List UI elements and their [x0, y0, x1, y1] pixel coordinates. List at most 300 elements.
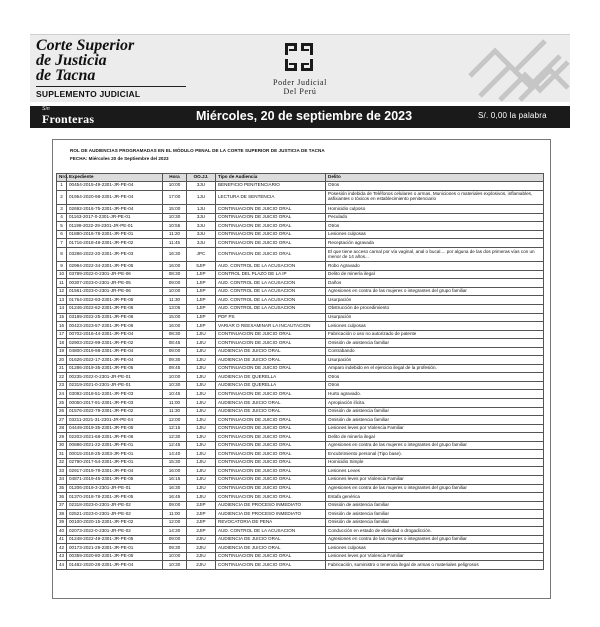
cell-tipo: CONTINUACION DE JUICIO ORAL [216, 330, 326, 339]
cell-ooji: 1JIU [187, 433, 216, 442]
cell-nro: 17 [57, 330, 67, 339]
cell-delito: Peculado [326, 213, 544, 222]
cell-delito: Usurpación [326, 356, 544, 365]
cell-hora: 16:00 [163, 262, 187, 271]
judicial-logo-icon [283, 41, 315, 73]
cell-delito: Usurpación [326, 313, 544, 322]
cell-tipo: AUDIENCIA DE JUICIO ORAL [216, 356, 326, 365]
cell-exp: 01246-2022-62-2301-JR-PE-06 [67, 305, 163, 314]
cell-nro: 38 [57, 510, 67, 519]
table-row [57, 510, 544, 519]
cell-nro: 44 [57, 561, 67, 570]
cell-ooji: 1JIU [187, 441, 216, 450]
cell-delito: Lesiones Leves [326, 467, 544, 476]
cell-delito: Lesiones culposas [326, 230, 544, 239]
cell-tipo: AUD. CONTROL DE LA ACUSACION [216, 287, 326, 296]
cell-hora: 08:30 [163, 270, 187, 279]
cell-tipo: CONTINUACION DE JUICIO ORAL [216, 424, 326, 433]
table-row [57, 390, 544, 399]
cell-nro: 1 [57, 182, 67, 191]
cell-exp: 01576-2022-79-2301-JR-PE-02 [67, 407, 163, 416]
cell-exp: 02790-2017-54-2301-JR-PE-01 [67, 458, 163, 467]
cell-nro: 2 [57, 190, 67, 205]
cell-tipo: CONTINUACION DE JUICIO ORAL [216, 230, 326, 239]
cell-delito: Daños [326, 279, 544, 288]
cell-ooji: 1JIU [187, 458, 216, 467]
cell-ooji: 1JIU [187, 330, 216, 339]
cell-nro: 43 [57, 552, 67, 561]
cell-delito: Contrabando [326, 347, 544, 356]
cell-delito: Lesiones leves por Violencia Familiar [326, 475, 544, 484]
cell-nro: 16 [57, 322, 67, 331]
cell-exp: 02203-2021-68-2301-JR-PE-06 [67, 433, 163, 442]
cell-tipo: CONTINUACION DE JUICIO ORAL [216, 475, 326, 484]
cell-hora: 10:30 [163, 213, 187, 222]
cell-hora: 09:00 [163, 279, 187, 288]
cell-delito: Agresiones en contra de las mujeres o integrantes del grupo familiar [326, 287, 544, 296]
cell-exp: 02917-2019-79-2301-JR-PE-04 [67, 467, 163, 476]
cell-exp: 03092-2018-51-2301-JR-PE-03 [67, 390, 163, 399]
cell-nro: 36 [57, 493, 67, 502]
cell-hora: 11:30 [163, 296, 187, 305]
cell-nro: 40 [57, 527, 67, 536]
table-row [57, 475, 544, 484]
cell-exp: 00359-2020-80-2301-JR-PE-05 [67, 552, 163, 561]
cell-exp: 04449-2019-35-2301-JR-PE-05 [67, 424, 163, 433]
cell-delito: Delito de minería ilegal [326, 433, 544, 442]
table-row [57, 230, 544, 239]
cell-exp: 00173-2021-29-2301-JR-PE-01 [67, 544, 163, 553]
col-header-nro: Nro. [57, 174, 67, 182]
cell-ooji: 1JU [187, 205, 216, 214]
cell-ooji: 2JIP [187, 501, 216, 510]
cell-ooji: 1JIU [187, 390, 216, 399]
cell-ooji: 3JU [187, 230, 216, 239]
cell-delito: Lesiones culposas [326, 322, 544, 331]
cell-exp: 02692-2016-75-2301-JR-PE-04 [67, 205, 163, 214]
decorative-pattern [470, 36, 568, 100]
cell-ooji: 1JIU [187, 399, 216, 408]
cell-hora: 11:20 [163, 230, 187, 239]
cell-hora: 11:00 [163, 510, 187, 519]
cell-exp: 00100-2020-15-2301-JR-PE-02 [67, 518, 163, 527]
cell-hora: 10:00 [163, 373, 187, 382]
cell-tipo: VARIAR O REEXAMINAR LA INCAUTACION [216, 322, 326, 331]
cell-exp: 02073-2022-0-2301-JR-PE-02 [67, 527, 163, 536]
cell-exp: 02903-2022-99-2301-JR-PE-02 [67, 339, 163, 348]
court-name-line-3: de Tacna [36, 67, 96, 84]
cell-ooji: 1JIP [187, 313, 216, 322]
table-row [57, 213, 544, 222]
cell-hora: 10:55 [163, 222, 187, 231]
cell-exp: 01199-2022-29-2301-JR-PE-01 [67, 222, 163, 231]
cell-nro: 24 [57, 390, 67, 399]
cell-nro: 15 [57, 313, 67, 322]
cell-nro: 34 [57, 475, 67, 484]
cell-hora: 12:00 [163, 518, 187, 527]
cell-nro: 10 [57, 270, 67, 279]
cell-nro: 35 [57, 484, 67, 493]
cell-exp: 01206-2019-3-2301-JR-PE-01 [67, 484, 163, 493]
cell-nro: 9 [57, 262, 67, 271]
cell-ooji: 1JIU [187, 493, 216, 502]
cell-tipo: CONTINUACION DE JUICIO ORAL [216, 458, 326, 467]
cell-hora: 16:30 [163, 484, 187, 493]
cell-nro: 39 [57, 518, 67, 527]
cell-tipo: CONTINUACION DE JUICIO ORAL [216, 484, 326, 493]
cell-tipo: AUD. CONTROL DE LA ACUSACION [216, 296, 326, 305]
hearings-table [56, 173, 544, 570]
cell-nro: 42 [57, 544, 67, 553]
cell-hora: 14:30 [163, 527, 187, 536]
cell-nro: 23 [57, 381, 67, 390]
cell-tipo: AUD. CONTROL DE LA ACUSACION [216, 262, 326, 271]
cell-tipo: CONTINUACION DE JUICIO ORAL [216, 433, 326, 442]
court-name-divider [36, 86, 186, 87]
cell-delito: Agresiones en contra de las mujeres o integrantes del grupo familiar [326, 484, 544, 493]
cell-exp: 02318-2023-0-2301-JR-PE-02 [67, 501, 163, 510]
cell-tipo: CONTINUACION DE JUICIO ORAL [216, 552, 326, 561]
table-row [57, 441, 544, 450]
cell-tipo: PDF PS [216, 313, 326, 322]
table-row [57, 279, 544, 288]
table-row [57, 270, 544, 279]
table-row [57, 381, 544, 390]
cell-tipo: CONTINUACION DE JUICIO ORAL [216, 561, 326, 570]
cell-nro: 29 [57, 433, 67, 442]
cell-exp: 01561-2023-0-2301-JR-PE-06 [67, 287, 163, 296]
col-header-ooji: OO.JJ. [187, 174, 216, 182]
cell-tipo: LECTURA DE SENTENCIA [216, 190, 326, 205]
cell-tipo: AUDIENCIA DE JUICIO ORAL [216, 544, 326, 553]
brand-small-text: Sin [42, 106, 50, 112]
cell-hora: 08:45 [163, 339, 187, 348]
table-row [57, 330, 544, 339]
cell-nro: 27 [57, 416, 67, 425]
cell-tipo: AUDIENCIA DE JUICIO ORAL [216, 399, 326, 408]
cell-exp: 00702-2016-44-2301-JR-PE-04 [67, 330, 163, 339]
cell-delito: Omisión de asistencia familiar [326, 518, 544, 527]
cell-exp: 01286-2019-35-2301-JR-PE-05 [67, 364, 163, 373]
document-title: ROL DE AUDIENCIAS PROGRAMADAS EN EL MÓDULO PENAL DE LA CORTE SUPERIOR DE JUSTICIA DE TACNA [70, 148, 325, 153]
cell-ooji: 1JIU [187, 339, 216, 348]
cell-exp: 03211-2021-31-2301-JR-PE-04 [67, 416, 163, 425]
cell-tipo: REVOCATORIA DE PENA [216, 518, 326, 527]
cell-ooji: 1JIP [187, 279, 216, 288]
cell-hora: 09:30 [163, 544, 187, 553]
cell-ooji: 2JIU [187, 561, 216, 570]
cell-nro: 4 [57, 213, 67, 222]
col-header-expediente: Expediente [67, 174, 163, 182]
cell-nro: 21 [57, 364, 67, 373]
table-row [57, 433, 544, 442]
table-row [57, 501, 544, 510]
cell-delito: Omisión de asistencia familiar [326, 501, 544, 510]
table-row [57, 305, 544, 314]
cell-nro: 31 [57, 450, 67, 459]
cell-delito: Otros [326, 222, 544, 231]
cell-hora: 09:00 [163, 501, 187, 510]
cell-hora: 10:30 [163, 381, 187, 390]
cell-ooji: 1JU [187, 190, 216, 205]
cell-hora: 17:00 [163, 190, 187, 205]
cell-delito: Otros [326, 381, 544, 390]
cell-delito: Posesión indebida de Teléfonos celulares o armas, Municiones o materiales explosivos, inflamables, asfixiantes o tóxicos en establecimiento penitenciario [326, 190, 544, 205]
cell-nro: 30 [57, 441, 67, 450]
cell-ooji: 2JIU [187, 535, 216, 544]
cell-tipo: AUD. CONTROL DE LA ACUSACION [216, 279, 326, 288]
cell-hora: 09:30 [163, 356, 187, 365]
cell-hora: 14:40 [163, 450, 187, 459]
brand-logo: Fronteras [42, 112, 95, 126]
cell-ooji: 1JIP [187, 270, 216, 279]
cell-exp: 03286-2022-20-2301-JR-PE-03 [67, 247, 163, 262]
cell-ooji: 1JIU [187, 467, 216, 476]
cell-delito: Otros [326, 373, 544, 382]
price-per-word: S/. 0,00 la palabra [478, 111, 547, 120]
cell-hora: 16:45 [163, 493, 187, 502]
cell-nro: 14 [57, 305, 67, 314]
cell-ooji: 1JIP [187, 322, 216, 331]
court-name-line-1: Corte Superior [36, 37, 135, 54]
document-date: FECHA: Miércoles 20 de Septiembre del 2023 [70, 156, 169, 161]
table-row [57, 222, 544, 231]
table-row [57, 493, 544, 502]
cell-exp: 01764-2022-93-2301-JR-PE-05 [67, 296, 163, 305]
cell-tipo: CONTINUACION DE JUICIO ORAL [216, 339, 326, 348]
cell-delito: Homicidio Simple [326, 458, 544, 467]
cell-ooji: 1JIU [187, 475, 216, 484]
cell-ooji: 1JIU [187, 364, 216, 373]
court-name [36, 38, 134, 83]
cell-nro: 37 [57, 501, 67, 510]
cell-delito: Fabricación o uso no autorizado de patente [326, 330, 544, 339]
cell-nro: 6 [57, 230, 67, 239]
cell-hora: 10:00 [163, 552, 187, 561]
cell-exp: 01370-2018-78-2301-JR-PE-05 [67, 493, 163, 502]
table-row [57, 518, 544, 527]
cell-hora: 15:30 [163, 458, 187, 467]
table-row [57, 527, 544, 536]
cell-hora: 12:45 [163, 441, 187, 450]
cell-delito: Obstrucción de procedimiento [326, 305, 544, 314]
cell-ooji: 1JIU [187, 381, 216, 390]
cell-delito: Otros [326, 182, 544, 191]
cell-hora: 08:30 [163, 330, 187, 339]
table-row [57, 190, 544, 205]
cell-delito: Lesiones leves por Violencia Familiar [326, 424, 544, 433]
cell-exp: 00423-2023-57-2301-JR-PE-06 [67, 322, 163, 331]
cell-hora: 10:30 [163, 561, 187, 570]
table-row [57, 339, 544, 348]
table-row [57, 262, 544, 271]
cell-delito: Lesiones culposas [326, 544, 544, 553]
cell-delito: Delito de minería ilegal [326, 270, 544, 279]
cell-tipo: CONTINUACION DE JUICIO ORAL [216, 239, 326, 248]
table-row [57, 356, 544, 365]
table-row [57, 399, 544, 408]
cell-delito: Homicidio culposo [326, 205, 544, 214]
cell-hora: 10:00 [163, 287, 187, 296]
publication-date: Miércoles, 20 de septiembre de 2023 [196, 109, 413, 123]
cell-exp: 00050-2017-91-2301-JR-PE-03 [67, 399, 163, 408]
cell-hora: 11:30 [163, 407, 187, 416]
col-header-hora: Hora [163, 174, 187, 182]
cell-ooji: 1JIU [187, 424, 216, 433]
table-row [57, 364, 544, 373]
institution-name-line-2: Del Perú [283, 87, 317, 96]
institution-name [230, 78, 370, 96]
table-row [57, 467, 544, 476]
cell-nro: 20 [57, 356, 67, 365]
cell-nro: 8 [57, 247, 67, 262]
cell-delito: Omisión de asistencia familiar [326, 339, 544, 348]
cell-exp: 04871-2019-45-2301-JR-PE-05 [67, 475, 163, 484]
cell-hora: 16:15 [163, 475, 187, 484]
cell-tipo: CONTINUACION DE JUICIO ORAL [216, 450, 326, 459]
cell-ooji: 1JIU [187, 450, 216, 459]
cell-delito: El que tiene acceso carnal por vía vaginal, anal o bucal.... por alguna de las dos primeras vías con un menor de 14 años... [326, 247, 544, 262]
cell-nro: 28 [57, 424, 67, 433]
cell-nro: 25 [57, 399, 67, 408]
cell-tipo: CONTINUACION DE JUICIO ORAL [216, 467, 326, 476]
institution-name-line-1: Poder Judicial [273, 78, 327, 87]
cell-exp: 03189-2022-25-2301-JR-PE-06 [67, 313, 163, 322]
cell-delito: Agresiones en contra de las mujeres o integrantes del grupo familiar [326, 535, 544, 544]
table-header-row [57, 174, 544, 182]
cell-exp: 00307-2023-0-2301-JR-PE-05 [67, 279, 163, 288]
cell-nro: 5 [57, 222, 67, 231]
cell-nro: 3 [57, 205, 67, 214]
cell-tipo: CONTINUACION DE JUICIO ORAL [216, 222, 326, 231]
cell-tipo: CONTROL DEL PLAZO DE LA IP [216, 270, 326, 279]
cell-ooji: JPC [187, 247, 216, 262]
cell-exp: 02994-2022-34-2301-JR-PE-05 [67, 262, 163, 271]
table-row [57, 407, 544, 416]
cell-tipo: AUDIENCIA DE QUERELLA [216, 381, 326, 390]
cell-hora: 11:45 [163, 239, 187, 248]
cell-delito: Apropiación ilícita. [326, 399, 544, 408]
cell-tipo: AUDIENCIA DE JUICIO ORAL [216, 535, 326, 544]
cell-nro: 32 [57, 458, 67, 467]
cell-tipo: CONTINUACION DE JUICIO ORAL [216, 205, 326, 214]
cell-ooji: 1JIU [187, 347, 216, 356]
cell-tipo: CONTINUACION DE JUICIO ORAL [216, 364, 326, 373]
table-body [57, 182, 544, 570]
cell-exp: 01954-2020-98-2301-JR-PE-04 [67, 190, 163, 205]
cell-nro: 41 [57, 535, 67, 544]
cell-nro: 33 [57, 467, 67, 476]
cell-tipo: CONTINUACION DE JUICIO ORAL [216, 213, 326, 222]
cell-ooji: 2JIU [187, 544, 216, 553]
cell-tipo: AUDIENCIA DE JUICIO ORAL [216, 407, 326, 416]
cell-delito: Omisión de asistencia familiar [326, 416, 544, 425]
cell-delito: Agresiones en contra de las mujeres o integrantes del grupo familiar [326, 441, 544, 450]
cell-ooji: 1JIP [187, 287, 216, 296]
cell-hora: 09:00 [163, 347, 187, 356]
cell-delito: Conducción en estado de ebriedad o drogadicción. [326, 527, 544, 536]
table-row [57, 544, 544, 553]
cell-nro: 18 [57, 339, 67, 348]
table-row [57, 424, 544, 433]
cell-tipo: CONTINUACION DE JUICIO ORAL [216, 493, 326, 502]
cell-hora: 16:00 [163, 467, 187, 476]
cell-tipo: CONTINUACION DE JUICIO ORAL [216, 441, 326, 450]
table-row [57, 450, 544, 459]
cell-hora: 15:00 [163, 205, 187, 214]
cell-ooji: 3JU [187, 182, 216, 191]
cell-hora: 16:30 [163, 247, 187, 262]
cell-delito: Lesiones leves por Violencia Familiar [326, 552, 544, 561]
cell-tipo: CONTINUACION DE JUICIO ORAL [216, 247, 326, 262]
cell-nro: 7 [57, 239, 67, 248]
cell-tipo: AUD. CONTROL DE LA ACUSACION [216, 527, 326, 536]
cell-delito: Estafa genérica [326, 493, 544, 502]
cell-nro: 26 [57, 407, 67, 416]
col-header-delito: Delito [326, 174, 544, 182]
cell-exp: 00235-2022-0-2301-JR-PE-01 [67, 373, 163, 382]
table-row [57, 552, 544, 561]
cell-exp: 02319-2021-0-2301-JR-PE-01 [67, 381, 163, 390]
cell-exp: 03789-2022-0-2301-JR-PE-06 [67, 270, 163, 279]
table-row [57, 484, 544, 493]
cell-exp: 00454-2015-49-2301-JR-PE-04 [67, 182, 163, 191]
table-row [57, 347, 544, 356]
cell-ooji: 2JIP [187, 510, 216, 519]
supplement-label: SUPLEMENTO JUDICIAL [36, 89, 141, 99]
cell-delito: Amparo indebido en el ejercicio ilegal de la profesión. [326, 364, 544, 373]
cell-tipo: AUD. CONTROL DE LA ACUSACION [216, 305, 326, 314]
cell-ooji: 1JIU [187, 416, 216, 425]
cell-exp: 01626-2022-17-2301-JR-PE-04 [67, 356, 163, 365]
cell-nro: 19 [57, 347, 67, 356]
table-row [57, 247, 544, 262]
table-row [57, 322, 544, 331]
cell-hora: 10:00 [163, 182, 187, 191]
cell-nro: 12 [57, 287, 67, 296]
col-header-tipo: Tipo de Audiencia [216, 174, 326, 182]
cell-tipo: CONTINUACION DE JUICIO ORAL [216, 416, 326, 425]
cell-ooji: 3JU [187, 213, 216, 222]
cell-delito: Receptación agravada [326, 239, 544, 248]
cell-ooji: 3JU [187, 222, 216, 231]
cell-hora: 09:00 [163, 535, 187, 544]
cell-ooji: 1JIP [187, 305, 216, 314]
cell-exp: 01880-2016-78-2301-JR-PE-01 [67, 230, 163, 239]
cell-nro: 13 [57, 296, 67, 305]
cell-ooji: 5JIP [187, 262, 216, 271]
cell-exp: 01716-2018-48-2301-JR-PE-02 [67, 239, 163, 248]
cell-exp: 00886-2021-22-2301-JR-PE-01 [67, 441, 163, 450]
cell-tipo: AUDIENCIA DE JUICIO ORAL [216, 347, 326, 356]
cell-ooji: 2JIP [187, 527, 216, 536]
cell-ooji: 2JIP [187, 518, 216, 527]
table-row [57, 313, 544, 322]
table-row [57, 535, 544, 544]
cell-ooji: 1JIU [187, 373, 216, 382]
cell-tipo: CONTINUACION DE JUICIO ORAL [216, 390, 326, 399]
cell-delito: Robo Agravado [326, 262, 544, 271]
cell-hora: 09:45 [163, 364, 187, 373]
cell-exp: 02521-2023-0-2301-JR-PE-02 [67, 510, 163, 519]
cell-tipo: AUDIENCIA DE QUERELLA [216, 373, 326, 382]
cell-delito: Omisión de asistencia familiar [326, 510, 544, 519]
cell-tipo: AUDIENCIA DE PROCESO INMEDIATO [216, 501, 326, 510]
cell-exp: 00015-2018-25-2303-JR-PE-01 [67, 450, 163, 459]
cell-hora: 11:00 [163, 399, 187, 408]
cell-delito: Fabricación, suministro o tenencia ilegal de armas o materiales peligrosos [326, 561, 544, 570]
cell-nro: 22 [57, 373, 67, 382]
